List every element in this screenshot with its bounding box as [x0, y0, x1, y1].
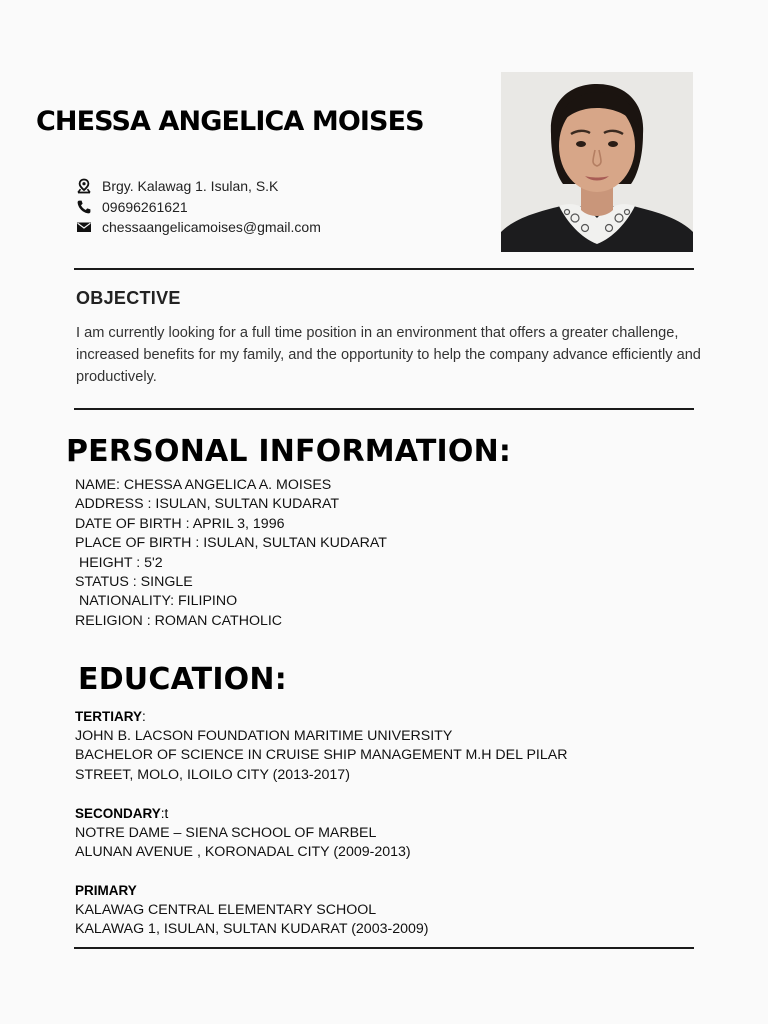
education-tertiary	[75, 707, 567, 785]
objective-text: I am currently looking for a full time position in an environment that offers a greater challenge, increased benefits for my family, and the opportunity to help the company advance efficiently and productively.	[76, 325, 701, 385]
info-status: STATUS : SINGLE	[75, 573, 193, 590]
primary-label: PRIMARY	[75, 883, 137, 898]
phone-text: 09696261621	[102, 198, 188, 215]
primary-line: KALAWAG 1, ISULAN, SULTAN KUDARAT (2003-2009)	[75, 921, 429, 937]
secondary-line: NOTRE DAME – SIENA SCHOOL OF MARBEL	[75, 824, 377, 841]
tertiary-line: JOHN B. LACSON FOUNDATION MARITIME UNIVERSITY	[75, 727, 453, 744]
divider	[74, 268, 694, 270]
resume-name: CHESSA ANGELICA MOISES	[36, 106, 424, 137]
personal-information-list	[75, 476, 387, 631]
info-place-of-birth: PLACE OF BIRTH : ISULAN, SULTAN KUDARAT	[75, 535, 387, 552]
education-primary	[75, 881, 429, 940]
info-date-of-birth: DATE OF BIRTH : APRIL 3, 1996	[75, 515, 285, 532]
divider	[74, 947, 694, 949]
education-secondary	[75, 804, 411, 863]
contact-info	[76, 176, 321, 238]
objective-heading: OBJECTIVE	[76, 288, 181, 308]
info-religion: RELIGION : ROMAN CATHOLIC	[75, 612, 283, 629]
tertiary-line: STREET, MOLO, ILOILO CITY (2013-2017)	[75, 766, 350, 783]
email-text: chessaangelicamoises@gmail.com	[102, 219, 321, 236]
primary-line: KALAWAG CENTRAL ELEMENTARY SCHOOL	[75, 901, 377, 918]
info-address: ADDRESS : ISULAN, SULTAN KUDARAT	[75, 496, 340, 513]
envelope-icon	[76, 219, 102, 235]
contact-address	[76, 176, 321, 197]
tertiary-line: BACHELOR OF SCIENCE IN CRUISE SHIP MANAGEMENT M.H DEL PILAR	[75, 747, 568, 763]
info-height: HEIGHT : 5'2	[75, 554, 163, 571]
divider	[74, 408, 694, 410]
tertiary-label: TERTIARY:	[75, 709, 146, 724]
address-text: Brgy. Kalawag 1. Isulan, S.K	[102, 178, 279, 195]
contact-phone	[76, 197, 321, 218]
personal-information-heading: PERSONAL INFORMATION:	[66, 434, 512, 469]
info-name: NAME: CHESSA ANGELICA A. MOISES	[75, 477, 332, 493]
education-heading: EDUCATION:	[78, 662, 287, 697]
info-nationality: NATIONALITY: FILIPINO	[75, 593, 238, 610]
profile-photo	[501, 72, 693, 252]
secondary-line: ALUNAN AVENUE , KORONADAL CITY (2009-2013)	[75, 844, 411, 860]
location-pin-icon	[76, 178, 102, 194]
contact-email	[76, 217, 321, 238]
secondary-label: SECONDARY:t	[75, 806, 169, 821]
phone-icon	[76, 199, 102, 215]
